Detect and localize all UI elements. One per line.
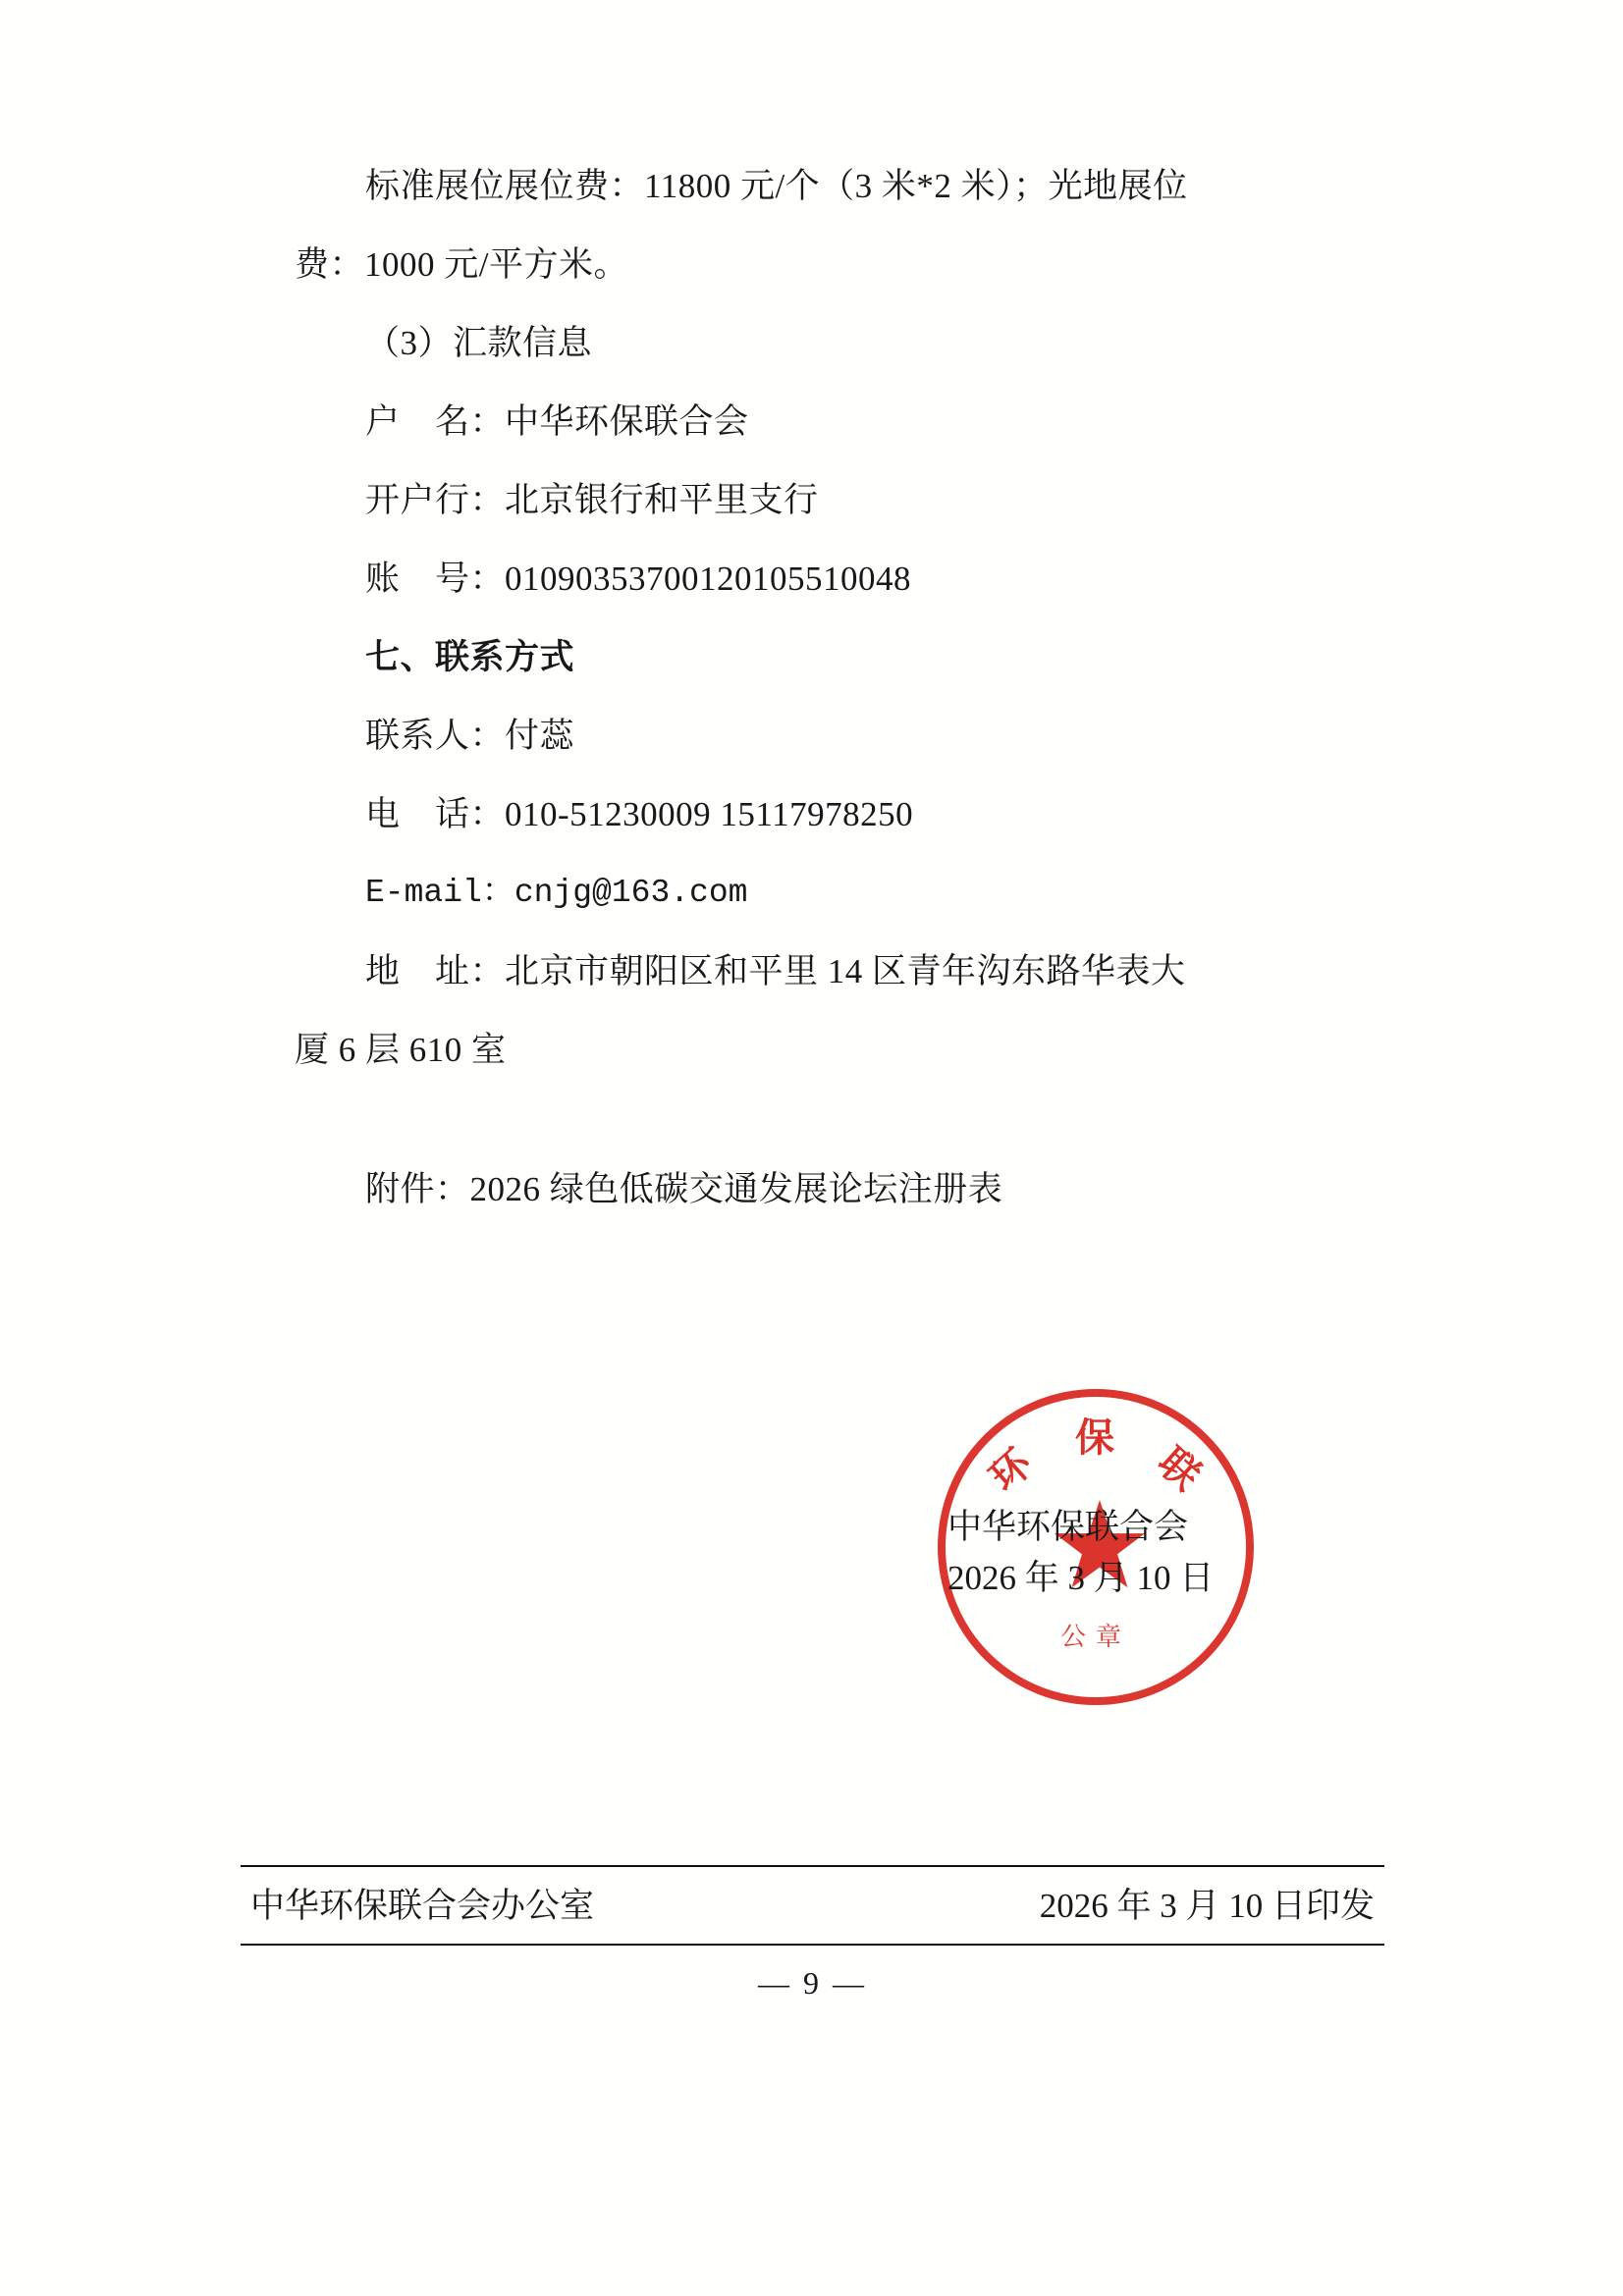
field-account-number: 账 号：01090353700120105510048 [365, 560, 912, 598]
attachment-note: 附件：2026 绿色低碳交通发展论坛注册表 [365, 1170, 1003, 1208]
seal-bottom-label: 公章 [1059, 1623, 1131, 1651]
spacer [295, 1090, 1345, 1150]
field-address-line2: 厦 6 层 610 室 [295, 1031, 507, 1069]
page-number: — 9 — [758, 1965, 867, 2001]
field-telephone: 电 话：010-51230009 15117978250 [365, 795, 914, 833]
footer-row [241, 1867, 1384, 1944]
paragraph-booth-fee-line1: 标准展位展位费：11800 元/个（3 米*2 米）；光地展位 [365, 167, 1188, 205]
signature-date: 2026 年 3 月 10 日 [947, 1559, 1215, 1597]
field-contact-person: 联系人：付蕊 [365, 717, 575, 755]
paragraph-booth-fee-line2: 费：1000 元/平方米。 [295, 245, 628, 284]
footer-divider-bottom [241, 1944, 1384, 1946]
field-bank-name: 开户行：北京银行和平里支行 [365, 481, 819, 519]
signature-block [947, 1502, 1271, 1604]
footer-issue-date: 2026 年 3 月 10 日印发 [1039, 1887, 1375, 1925]
heading-contact-method: 七、联系方式 [365, 638, 575, 676]
seal-arc-label: 环 保 联 [981, 1415, 1211, 1501]
field-address-line1: 地 址：北京市朝阳区和平里 14 区青年沟东路华表大 [365, 952, 1186, 990]
footer-issuing-office: 中华环保联合会办公室 [250, 1887, 595, 1925]
field-email: E-mail：cnjg@163.com [365, 875, 748, 911]
heading-remittance-info: （3）汇款信息 [365, 324, 593, 362]
document-body [295, 147, 1345, 1229]
field-account-name: 户 名：中华环保联合会 [365, 402, 749, 441]
page-footer [241, 1865, 1384, 2002]
signature-organization: 中华环保联合会 [947, 1508, 1189, 1546]
